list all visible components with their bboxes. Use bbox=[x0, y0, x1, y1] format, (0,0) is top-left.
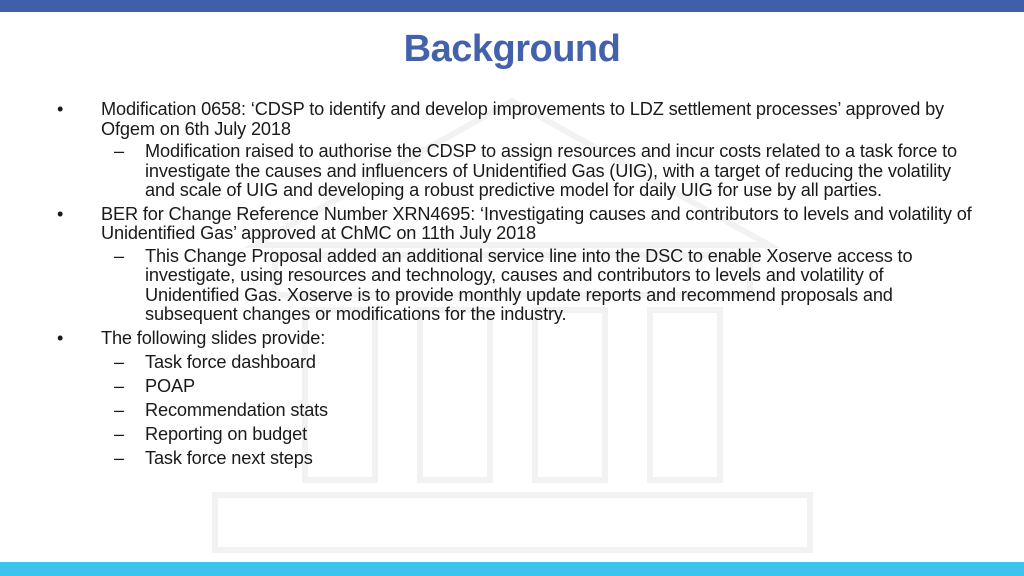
sub-bullet-text: Reporting on budget bbox=[145, 423, 307, 444]
bullet-item bbox=[56, 100, 976, 139]
bottom-accent-bar bbox=[0, 562, 1024, 576]
sub-bullet-item bbox=[56, 425, 976, 445]
sub-bullet-item bbox=[56, 142, 976, 201]
top-accent-bar bbox=[0, 0, 1024, 12]
bullet-marker: • bbox=[57, 203, 64, 224]
sub-bullet-text: This Change Proposal added an additional service line into the DSC to enable Xoserve access to investigate, using resources and technology, causes and contributors to levels and volatility of Unidentified Gas. Xoserve is to provide monthly update reports and recommend proposals and subsequent changes or modifications for the industry. bbox=[145, 245, 913, 324]
bullet-text: BER for Change Reference Number XRN4695: ‘Investigating causes and contributors to levels and volatility of Unidentified Gas’ approved at ChMC on 11th July 2018 bbox=[101, 203, 972, 243]
sub-bullet-item bbox=[56, 247, 976, 325]
dash-marker: – bbox=[114, 141, 124, 161]
dash-marker: – bbox=[114, 447, 124, 468]
dash-marker: – bbox=[114, 351, 124, 372]
dash-marker: – bbox=[114, 245, 124, 266]
sub-bullet-item bbox=[56, 449, 976, 469]
bullet-marker: • bbox=[57, 99, 64, 119]
bullet-marker: • bbox=[57, 327, 64, 348]
sub-bullet-item bbox=[56, 401, 976, 421]
bullet-text: Modification 0658: ‘CDSP to identify and develop improvements to LDZ settlement processes’ approved by Ofgem on 6th July 2018 bbox=[101, 99, 944, 139]
sub-bullet-item bbox=[56, 353, 976, 373]
bullet-item bbox=[56, 205, 976, 244]
sub-bullet-text: Task force dashboard bbox=[145, 351, 316, 372]
sub-bullet-text: Task force next steps bbox=[145, 447, 313, 468]
sub-bullet-text: Modification raised to authorise the CDSP to assign resources and incur costs related to a task force to investigate the causes and influencers of Unidentified Gas (UIG), with a target of reducing the volatility and scale of UIG and developing a robust predictive model for daily UIG for use by all parties. bbox=[145, 141, 958, 200]
sub-bullet-text: Recommendation stats bbox=[145, 399, 329, 420]
bullet-text: The following slides provide: bbox=[101, 327, 326, 348]
sub-bullet-item bbox=[56, 377, 976, 397]
dash-marker: – bbox=[114, 399, 124, 420]
bullet-list bbox=[56, 96, 976, 468]
sub-bullet-text: POAP bbox=[145, 375, 195, 396]
dash-marker: – bbox=[114, 423, 124, 444]
dash-marker: – bbox=[114, 375, 124, 396]
bullet-item bbox=[56, 329, 976, 349]
slide-title: Background bbox=[403, 28, 621, 70]
